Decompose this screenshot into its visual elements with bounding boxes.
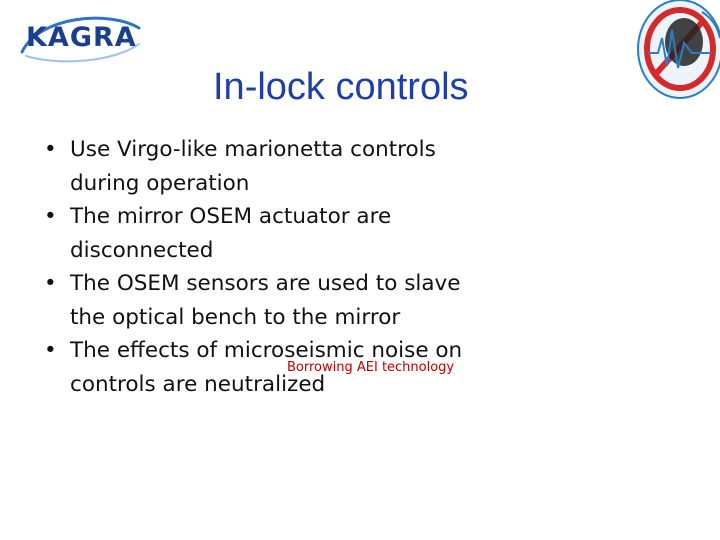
bullet-dot-icon: • bbox=[44, 204, 57, 229]
bullet-item bbox=[44, 267, 464, 334]
bullet-text: Use Virgo-like marionetta controls during operation bbox=[70, 137, 436, 196]
side-note: Borrowing AEI technology bbox=[287, 360, 455, 375]
slide-title: In-lock controls bbox=[213, 66, 469, 108]
bullet-item bbox=[44, 133, 464, 200]
bullet-dot-icon: • bbox=[44, 338, 57, 363]
virgo-seal-icon bbox=[634, 0, 720, 104]
bullet-text: The mirror OSEM actuator are disconnected bbox=[70, 204, 392, 263]
bullet-text: The OSEM sensors are used to slave the optical bench to the mirror bbox=[70, 271, 461, 330]
bullet-item bbox=[44, 200, 464, 267]
bullet-dot-icon: • bbox=[44, 271, 57, 296]
kagra-logo-text: KAGRA bbox=[26, 22, 137, 53]
bullet-dot-icon: • bbox=[44, 137, 57, 162]
bullet-text: The effects of microseismic noise on controls are neutralized bbox=[70, 338, 463, 397]
